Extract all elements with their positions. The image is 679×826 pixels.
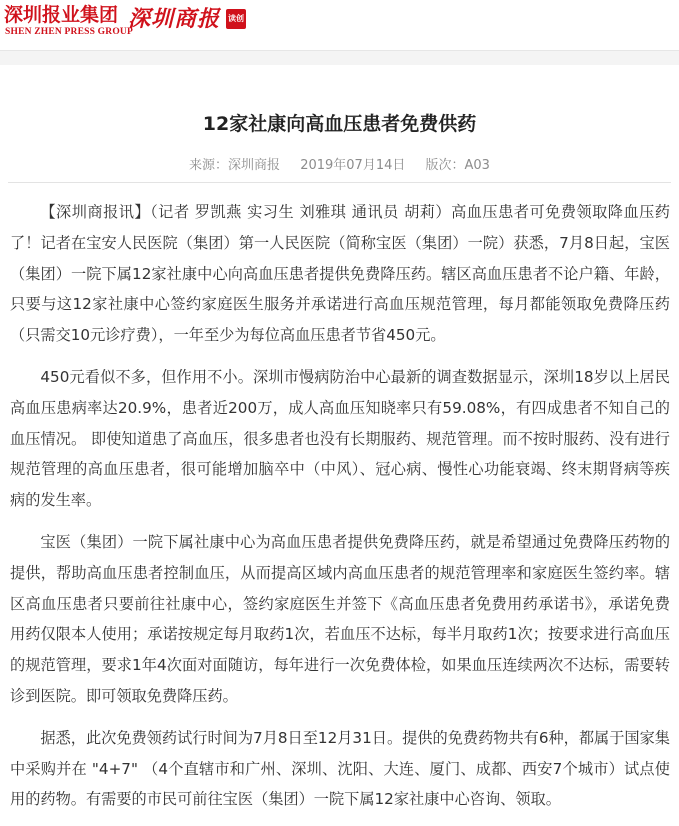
header-divider [0,51,679,65]
article-paragraph: 450元看似不多，但作用不小。深圳市慢病防治中心最新的调查数据显示，深圳18岁以上居民高血压患病率达20.9%，患者近200万，成人高血压知晓率只有59.08%，有四成患者不知自己的血压情况。 即使知道患了高血压，很多患者也没有长期服药、规范管理。而不按时服药、没有进行规范管理的高血压患者，很可能增加脑卒中（中风）、冠心病、慢性心功能衰竭、终末期肾病等疾病的发生率。 [10,367,670,510]
article-edition: 版次：A03 [425,158,490,173]
press-group-logo[interactable]: 深圳报业集团 [4,4,119,26]
shenzhen-shangbao-logo[interactable]: 深圳商报 [128,6,221,32]
article-paragraph: 据悉，此次免费领药试行时间为7月8日至12月31日。提供的免费药物共有6种，都属于国家集中采购并在 "4+7" （4个直辖市和广州、深圳、沈阳、大连、厦门、成都、西安7个城市）试点使用的药物。有需要的市民可前往宝医（集团）一院下属12家社康中心咨询、领取。 [10,728,670,809]
article-meta [0,156,679,176]
article-paragraph: 宝医（集团）一院下属社康中心为高血压患者提供免费降压药，就是希望通过免费降压药物的提供，帮助高血压患者控制血压，从而提高区域内高血压患者的规范管理率和家庭医生签约率。辖区高血压患者只要前往社康中心，签约家庭医生并签下《高血压患者免费用药承诺书》，承诺免费用药仅限本人使用；承诺按规定每月取药1次，若血压不达标，每半月取药1次；按要求进行高血压的规范管理，要求1年4次面对面随访，每年进行一次免费体检，如果血压连续两次不达标，需要转诊到医院。即可领取免费降压药。 [10,532,670,705]
article-source: 来源：深圳商报 [189,158,281,173]
article-title: 12家社康向高血压患者免费供药 [202,113,477,135]
article-date: 2019年07月14日 [300,158,406,173]
meta-divider [8,182,671,183]
article-paragraph: 【深圳商报讯】（记者 罗凯燕 实习生 刘雅琪 通讯员 胡莉）高血压患者可免费领取降血压药了！记者在宝安人民医院（集团）第一人民医院（简称宝医（集团）一院）获悉，7月8日起，宝医（集团）一院下属12家社康中心向高血压患者提供免费降压药。辖区高血压患者不论户籍、年龄，只要与这12家社康中心签约家庭医生服务并承诺进行高血压规范管理，每月都能领取免费降压药（只需交10元诊疗费），一年至少为每位高血压患者节省450元。 [10,203,670,345]
site-header [0,0,679,51]
article-body [10,197,670,826]
duchuang-badge[interactable]: 读创 [226,9,246,29]
press-group-logo-en: SHEN ZHEN PRESS GROUP [5,27,133,37]
